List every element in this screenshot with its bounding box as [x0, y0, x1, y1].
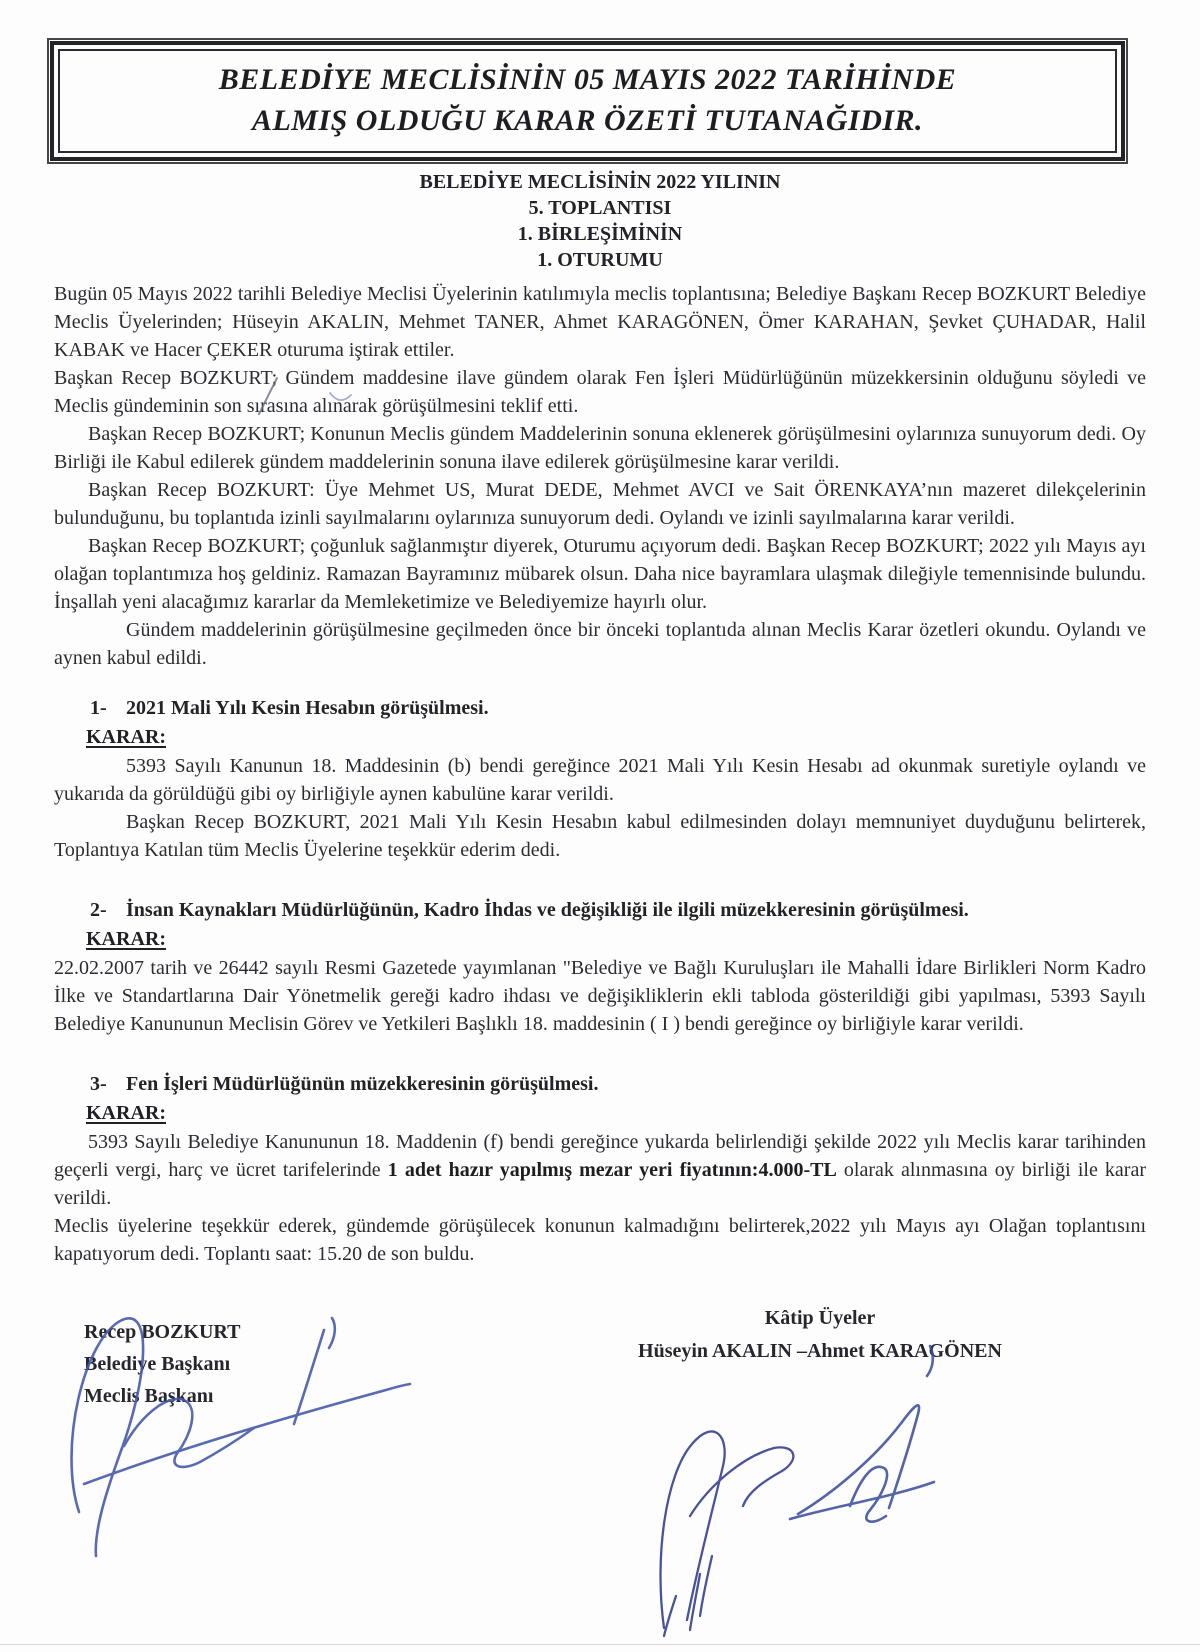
agenda-item-1-title: 2021 Mali Yılı Kesin Hesabın görüşülmesi. [126, 697, 489, 719]
agenda-item-1-decision-text: 5393 Sayılı Kanunun 18. Maddesinin (b) bendi gereğince 2021 Mali Yılı Kesin Hesabı ad okunmak suretiyle oylandı ve yukarıda da görüldüğü gibi oy birliğiyle aynen kabulüne karar verildi. [54, 755, 1146, 805]
agenda-item-1-followup-text: Başkan Recep BOZKURT, 2021 Mali Yılı Kesin Hesabın kabul edilmesinden dolayı memnuniyet duyduğunu belirterek, Toplantıya Katılan tüm Meclis Üyelerine teşekkür ederim dedi. [54, 811, 1146, 861]
agenda-item-3-decision-pre: 5393 Sayılı Belediye Kanununun 18. Maddenin (f) bendi gereğince yukarda belirlendiği şekilde 2022 yılı Meclis karar tarihinden geçerli vergi, harç ve ücret tarifelerinde [54, 1131, 1146, 1181]
minutes-paragraph-agenda-vote: Başkan Recep BOZKURT; Konunun Meclis gündem Maddelerinin sonuna eklenerek görüşülmesini oylarınıza sunuyorum dedi. Oy Birliği ile Kabul edilerek gündem maddelerinin sonuna ilave edilerek görüşülmesine karar verildi. [54, 423, 1146, 473]
mayor-name: Recep BOZKURT [84, 1321, 241, 1343]
agenda-item-2-decision-text: 22.02.2007 tarih ve 26442 sayılı Resmi Gazetede yayımlanan "Belediye ve Bağlı Kuruluşları ile Mahalli İdare Birlikleri Norm Kadro İlke ve Standartlarına Dair Yönetmelik gereği kadro ihdası ve değişikliklerin ekli tabloda gösterildiği gibi yapılması, 5393 Sayılı Belediye Kanununun Meclisin Görev ve Yetkileri Başlıklı 18. maddesinin ( I ) bendi gereğince oy birliğiyle karar verildi. [54, 957, 1146, 1035]
minutes-paragraph-previous-minutes: Gündem maddelerinin görüşülmesine geçilmeden önce bir önceki toplantıda alınan Meclis Karar özetleri okundu. Oylandı ve aynen kabul edildi. [54, 619, 1146, 669]
agenda-item-3-decision-bold: 1 adet hazır yapılmış mezar yeri fiyatının:4.000-TL [387, 1159, 837, 1181]
subtitle-year: BELEDİYE MECLİSİNİN 2022 YILININ [419, 171, 781, 193]
signature-area [0, 1268, 1200, 1518]
subtitle-meeting: 1. OTURUMU [537, 249, 663, 271]
agenda-item-3-decision-text [54, 1128, 1146, 1212]
document-title-line1: BELEDİYE MECLİSİNİN 05 MAYIS 2022 TARİHİNDE [218, 63, 957, 96]
agenda-item-2-title: İnsan Kaynakları Müdürlüğünün, Kadro İhdas ve değişikliği ile ilgili müzekkeresinin görüşülmesi. [126, 899, 969, 921]
decision-title-frame-inner [58, 49, 1117, 153]
signature-block-mayor [84, 1316, 241, 1412]
agenda-item-3-heading [54, 1070, 1146, 1098]
decision-title-frame [47, 38, 1128, 164]
clerks-names: Hüseyin AKALIN –Ahmet KARAGÖNEN [638, 1340, 1002, 1362]
agenda-item-2-number: 2- [90, 899, 107, 921]
minutes-paragraph-closing: Meclis üyelerine teşekkür ederek, gündemde görüşülecek konunun kalmadığını belirterek,2022 yılı Mayıs ayı Olağan toplantısını kapatıyorum dedi. Toplantı saat: 15.20 de son buldu. [54, 1215, 1146, 1265]
agenda-item-3-title: Fen İşleri Müdürlüğünün müzekkeresinin görüşülmesi. [126, 1073, 599, 1095]
agenda-item-3 [54, 1070, 1146, 1212]
agenda-item-1 [54, 694, 1146, 864]
mayor-role-2: Meclis Başkanı [84, 1385, 214, 1407]
minutes-paragraph-agenda-addition: Başkan Recep BOZKURT; Gündem maddesine ilave gündem olarak Fen İşleri Müdürlüğünün müzekkersinin olduğunu söyledi ve Meclis gündeminin son sırasına alınarak görüşülmesini teklif etti. [54, 367, 1146, 417]
subtitle-sitting: 1. BİRLEŞİMİNİN [517, 223, 683, 245]
agenda-item-1-karar-label: KARAR: [86, 726, 166, 748]
minutes-paragraph-opening: Başkan Recep BOZKURT; çoğunluk sağlanmıştır diyerek, Oturumu açıyorum dedi. Başkan Recep BOZKURT; 2022 yılı Mayıs ayı olağan toplantımıza hoş geldiniz. Ramazan Bayramınız mübarek olsun. Daha nice bayramlara ulaşmak dileğiyle temennisinde bulundu. İnşallah yeni alacağımız kararlar da Memleketimize ve Belediyemize hayırlı olur. [54, 535, 1146, 613]
clerks-title: Kâtip Üyeler [764, 1307, 876, 1329]
minutes-paragraph-excused-members: Başkan Recep BOZKURT: Üye Mehmet US, Murat DEDE, Mehmet AVCI ve Sait ÖRENKAYA’nın mazeret dilekçelerinin bulunduğunu, bu toplantıda izinli sayılmalarını oylarınıza sunuyorum dedi. Oylandı ve izinli sayılmalarına karar verildi. [54, 479, 1146, 529]
meeting-subtitle-block [0, 169, 1200, 273]
decision-title-frame-mid [50, 41, 1125, 161]
agenda-item-2-heading [54, 896, 1146, 924]
agenda-item-1-heading [54, 694, 1146, 722]
mayor-role-1: Belediye Başkanı [84, 1353, 231, 1375]
minutes-body [54, 280, 1146, 1268]
agenda-item-2 [54, 896, 1146, 1038]
subtitle-session: 5. TOPLANTISI [528, 197, 672, 219]
agenda-item-3-number: 3- [90, 1073, 107, 1095]
minutes-paragraph-attendance: Bugün 05 Mayıs 2022 tarihli Belediye Meclisi Üyelerinin katılımıyla meclis toplantısına; Belediye Başkanı Recep BOZKURT Belediye Meclis Üyelerinden; Hüseyin AKALIN, Mehmet TANER, Ahmet KARAGÖNEN, Ömer KARAHAN, Şevket ÇUHADAR, Halil KABAK ve Hacer ÇEKER oturuma iştirak ettiler. [54, 283, 1146, 361]
agenda-item-3-karar-label: KARAR: [86, 1102, 166, 1124]
scan-edge-line [0, 1644, 1200, 1645]
agenda-item-1-number: 1- [90, 697, 107, 719]
document-title-line2: ALMIŞ OLDUĞU KARAR ÖZETİ TUTANAĞIDIR. [251, 104, 924, 137]
agenda-item-2-karar-label: KARAR: [86, 928, 166, 950]
agenda-item-3-decision-post: olarak alınmasına oy birliği ile karar verildi. [54, 1159, 1146, 1209]
signature-block-clerks [560, 1302, 1080, 1368]
